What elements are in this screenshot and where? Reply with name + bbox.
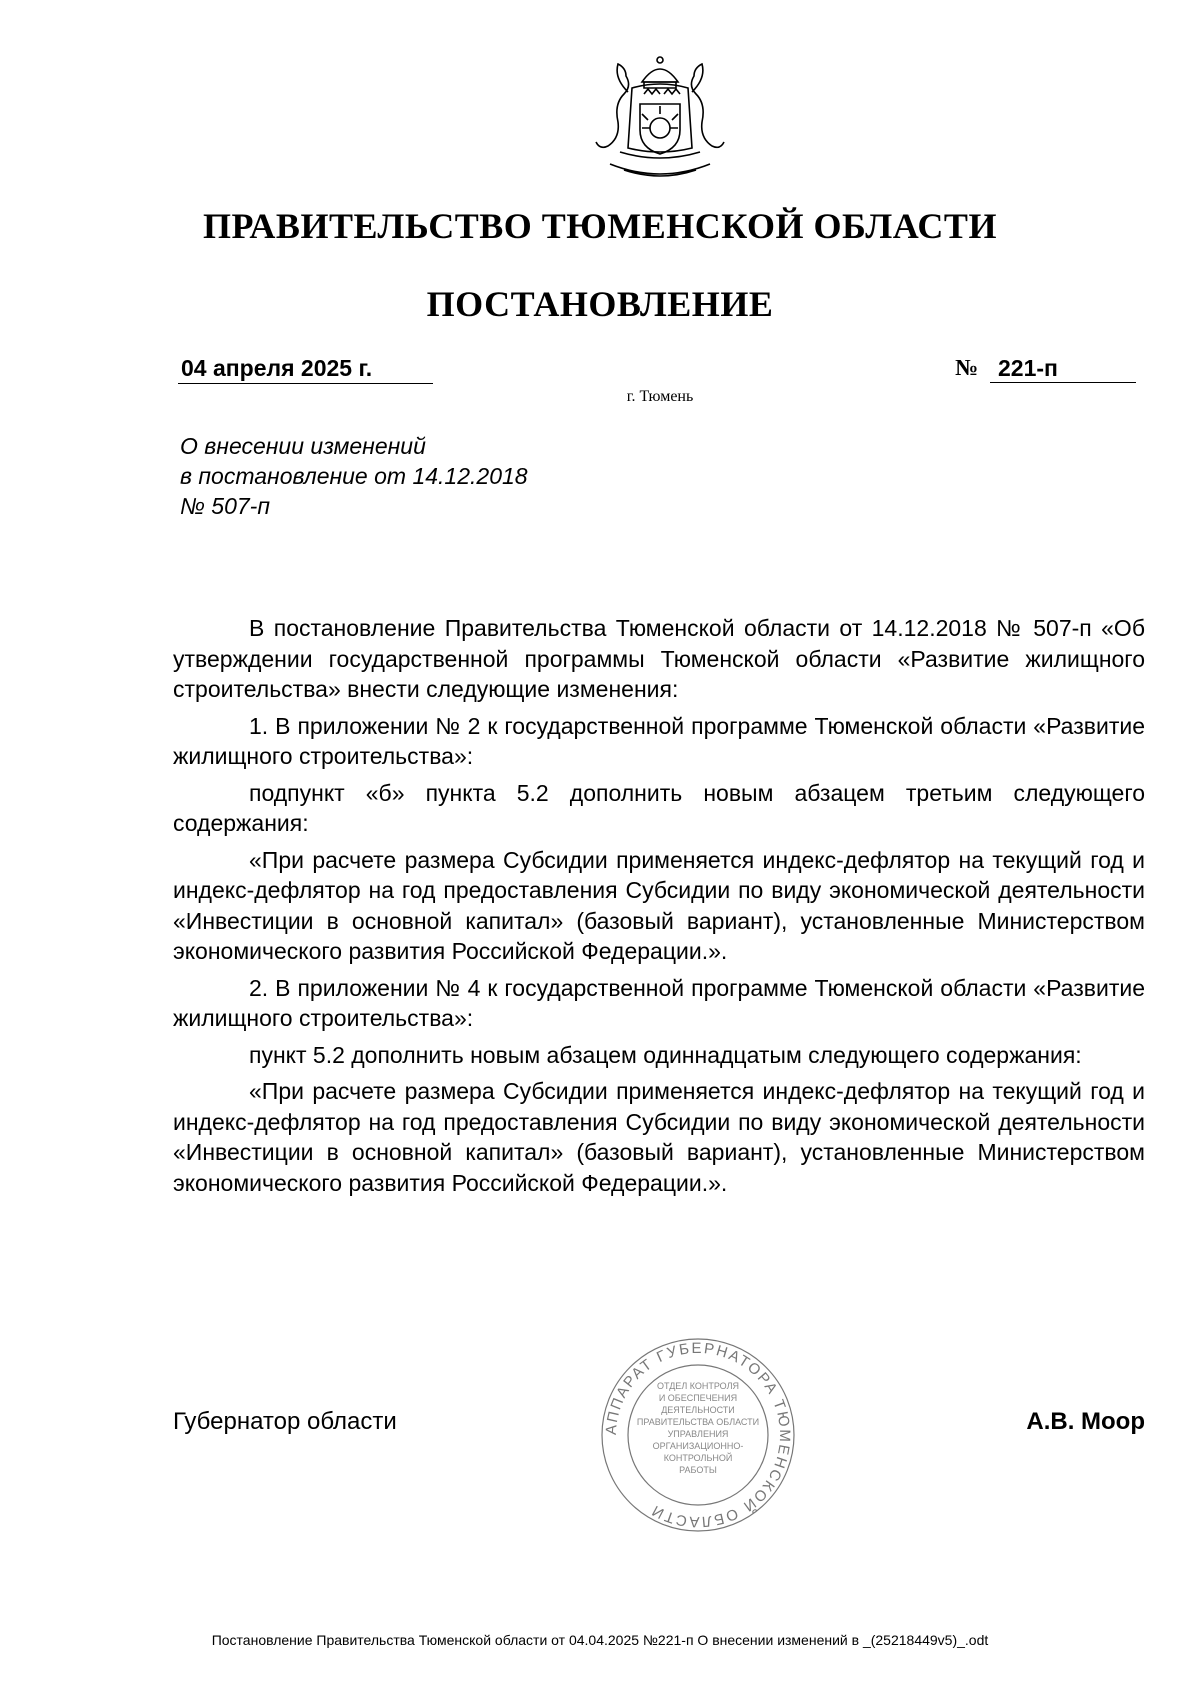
document-body bbox=[173, 613, 1145, 1204]
government-title: ПРАВИТЕЛЬСТВО ТЮМЕНСКОЙ ОБЛАСТИ bbox=[203, 206, 997, 246]
body-paragraph: пункт 5.2 дополнить новым абзацем одиннадцатым следующего содержания: bbox=[249, 1041, 1082, 1068]
footer-filename: Постановление Правительства Тюменской области от 04.04.2025 №221-п О внесении изменений в _(25218449v5)_.odt bbox=[211, 1632, 989, 1648]
body-paragraph: подпункт «б» пункта 5.2 дополнить новым абзацем третьим следующего содержания: bbox=[173, 779, 1145, 836]
body-paragraph: 1. В приложении № 2 к государственной программе Тюменской области «Развитие жилищного строительства»: bbox=[173, 712, 1145, 769]
coat-of-arms-icon bbox=[580, 52, 740, 188]
subject-line: № 507-п bbox=[180, 493, 270, 519]
document-number: 221-п bbox=[990, 355, 1136, 383]
signatory-position: Губернатор области bbox=[173, 1408, 397, 1435]
document-type: ПОСТАНОВЛЕНИЕ bbox=[426, 284, 774, 324]
body-paragraph: «При расчете размера Субсидии применяется индекс-дефлятор на текущий год и индекс-дефлятор на год предоставления Субсидии по виду экономической деятельности «Инвестиции в основной капитал» (базовый вариант), установленные Министерством экономического развития Российской Федерации.». bbox=[173, 1078, 1145, 1196]
number-sign: № bbox=[955, 355, 979, 380]
subject-line: О внесении изменений bbox=[180, 433, 426, 459]
body-paragraph: «При расчете размера Субсидии применяется индекс-дефлятор на текущий год и индекс-дефлятор на год предоставления Субсидии по виду экономической деятельности «Инвестиции в основной капитал» (базовый вариант), установленные Министерством экономического развития Российской Федерации.». bbox=[173, 846, 1145, 964]
stamp-line: ДЕЯТЕЛЬНОСТИ bbox=[661, 1405, 735, 1415]
stamp-line: УПРАВЛЕНИЯ bbox=[667, 1429, 729, 1439]
stamp-outer-text: АППАРАТ ГУБЕРНАТОРА ТЮМЕНСКОЙ ОБЛАСТИ bbox=[602, 1339, 794, 1531]
stamp-line: И ОБЕСПЕЧЕНИЯ bbox=[658, 1393, 738, 1403]
signatory-name: А.В. Моор bbox=[1026, 1408, 1145, 1435]
subject-line: в постановление от 14.12.2018 bbox=[180, 463, 528, 489]
stamp-line: ОТДЕЛ КОНТРОЛЯ bbox=[657, 1381, 739, 1391]
stamp-line: ОРГАНИЗАЦИОННО- bbox=[652, 1441, 744, 1451]
stamp-line: РАБОТЫ bbox=[679, 1465, 717, 1475]
body-paragraph: В постановление Правительства Тюменской области от 14.12.2018 № 507-п «Об утверждении государственной программы Тюменской области «Развитие жилищного строительства» внести следующие изменения: bbox=[173, 615, 1145, 702]
body-paragraph: 2. В приложении № 4 к государственной программе Тюменской области «Развитие жилищного строительства»: bbox=[173, 974, 1145, 1031]
document-date: 04 апреля 2025 г. bbox=[178, 355, 433, 384]
stamp-line: КОНТРОЛЬНОЙ bbox=[663, 1453, 733, 1463]
document-subject bbox=[180, 431, 528, 521]
stamp-line: ПРАВИТЕЛЬСТВА ОБЛАСТИ bbox=[636, 1417, 760, 1427]
document-city: г. Тюмень bbox=[626, 388, 694, 405]
official-stamp bbox=[598, 1335, 798, 1535]
